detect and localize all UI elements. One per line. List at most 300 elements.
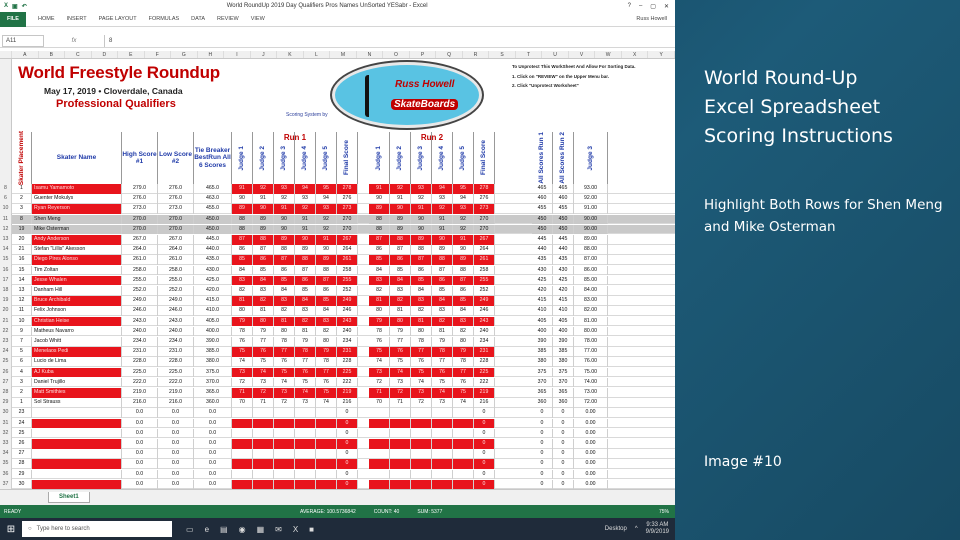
high-score-cell[interactable]: 246.0: [122, 306, 158, 316]
low-score-cell[interactable]: 0.0: [158, 459, 194, 469]
run2-score-cell[interactable]: [369, 439, 390, 449]
run2-score-cell[interactable]: 222: [474, 378, 495, 388]
run2-score-cell[interactable]: 88: [369, 215, 390, 225]
run2-score-cell[interactable]: 87: [432, 266, 453, 276]
column-header[interactable]: K: [277, 51, 304, 58]
skater-name-cell[interactable]: Matt Smithies: [32, 388, 122, 398]
undo-icon[interactable]: ↶: [21, 3, 27, 10]
run2-score-cell[interactable]: [390, 408, 411, 418]
column-header[interactable]: B: [39, 51, 66, 58]
column-header[interactable]: X: [622, 51, 649, 58]
run2-score-cell[interactable]: [453, 459, 474, 469]
high-score-cell[interactable]: 225.0: [122, 368, 158, 378]
run2-score-cell[interactable]: 240: [474, 327, 495, 337]
run1-score-cell[interactable]: 75: [316, 388, 337, 398]
high-score-cell[interactable]: 0.0: [122, 480, 158, 490]
row-number[interactable]: 21: [0, 317, 12, 327]
column-header[interactable]: D: [92, 51, 119, 58]
run1-score-cell[interactable]: [253, 459, 274, 469]
all-run2-cell[interactable]: 0: [553, 459, 574, 469]
row-number[interactable]: 26: [0, 368, 12, 378]
tie-breaker-cell[interactable]: 0.0: [194, 408, 232, 418]
run2-score-cell[interactable]: 83: [432, 306, 453, 316]
run1-score-cell[interactable]: 83: [232, 276, 253, 286]
run2-score-cell[interactable]: [411, 429, 432, 439]
windows-start-icon[interactable]: ⊞: [6, 523, 16, 535]
taskbar-search[interactable]: [22, 521, 172, 537]
low-score-cell[interactable]: 216.0: [158, 398, 194, 408]
all-run2-cell[interactable]: 420: [553, 286, 574, 296]
run1-score-cell[interactable]: 243: [337, 317, 358, 327]
run2-score-cell[interactable]: 76: [411, 357, 432, 367]
run1-score-cell[interactable]: 85: [316, 296, 337, 306]
run1-score-cell[interactable]: 84: [232, 266, 253, 276]
task-view-icon[interactable]: ▭: [186, 524, 194, 534]
run2-score-cell[interactable]: 93: [432, 194, 453, 204]
run1-score-cell[interactable]: 76: [253, 347, 274, 357]
run1-score-cell[interactable]: [274, 470, 295, 480]
tie-breaker-cell[interactable]: 0.0: [194, 429, 232, 439]
run2-score-cell[interactable]: 270: [474, 215, 495, 225]
run2-score-cell[interactable]: [369, 470, 390, 480]
low-score-cell[interactable]: 0.0: [158, 429, 194, 439]
run2-score-cell[interactable]: 264: [474, 245, 495, 255]
run2-score-cell[interactable]: 74: [411, 378, 432, 388]
low-score-cell[interactable]: 264.0: [158, 245, 194, 255]
run1-score-cell[interactable]: 252: [337, 286, 358, 296]
ribbon-tab[interactable]: FORMULAS: [148, 16, 180, 22]
run2-score-cell[interactable]: 81: [432, 327, 453, 337]
tie-breaker-cell[interactable]: 0.0: [194, 480, 232, 490]
table-row[interactable]: [0, 235, 675, 245]
column-header[interactable]: F: [145, 51, 172, 58]
ribbon-tab[interactable]: DATA: [191, 16, 206, 22]
skater-name-cell[interactable]: Christian Heise: [32, 317, 122, 327]
run1-score-cell[interactable]: 246: [337, 306, 358, 316]
placement-cell[interactable]: 13: [12, 286, 32, 296]
judge3-cell[interactable]: 78.00: [574, 337, 608, 347]
run2-score-cell[interactable]: 82: [432, 317, 453, 327]
run2-score-cell[interactable]: 0: [474, 419, 495, 429]
run1-score-cell[interactable]: 81: [295, 327, 316, 337]
table-row[interactable]: [0, 459, 675, 469]
formula-input[interactable]: 8: [104, 35, 675, 47]
run1-score-cell[interactable]: 82: [274, 306, 295, 316]
column-header[interactable]: J: [251, 51, 278, 58]
placement-cell[interactable]: 2: [12, 388, 32, 398]
run2-score-cell[interactable]: 76: [432, 368, 453, 378]
save-icon[interactable]: ▣: [12, 3, 18, 10]
high-score-cell[interactable]: 234.0: [122, 337, 158, 347]
tie-breaker-cell[interactable]: 455.0: [194, 204, 232, 214]
all-run2-cell[interactable]: 370: [553, 378, 574, 388]
skater-name-cell[interactable]: Danham Hill: [32, 286, 122, 296]
skater-name-cell[interactable]: [32, 459, 122, 469]
name-box[interactable]: A11: [2, 35, 44, 47]
run1-score-cell[interactable]: [274, 429, 295, 439]
judge3-cell[interactable]: 90.00: [574, 215, 608, 225]
fx-icon[interactable]: fx: [71, 37, 77, 44]
run2-score-cell[interactable]: 81: [369, 296, 390, 306]
placement-cell[interactable]: 29: [12, 470, 32, 480]
column-header[interactable]: U: [542, 51, 569, 58]
run1-score-cell[interactable]: 89: [232, 204, 253, 214]
run1-score-cell[interactable]: 93: [274, 184, 295, 194]
run1-score-cell[interactable]: [316, 419, 337, 429]
run2-score-cell[interactable]: 87: [453, 276, 474, 286]
table-row[interactable]: [0, 470, 675, 480]
run1-score-cell[interactable]: 86: [316, 286, 337, 296]
table-row[interactable]: [0, 337, 675, 347]
run2-score-cell[interactable]: 92: [453, 215, 474, 225]
row-number[interactable]: 16: [0, 266, 12, 276]
skater-name-cell[interactable]: Sol Strauss: [32, 398, 122, 408]
placement-cell[interactable]: 14: [12, 276, 32, 286]
run1-score-cell[interactable]: [253, 439, 274, 449]
run2-score-cell[interactable]: 91: [390, 194, 411, 204]
run1-score-cell[interactable]: 89: [253, 215, 274, 225]
tie-breaker-cell[interactable]: 385.0: [194, 347, 232, 357]
run1-score-cell[interactable]: 89: [316, 255, 337, 265]
tie-breaker-cell[interactable]: 0.0: [194, 449, 232, 459]
run1-score-cell[interactable]: 92: [253, 184, 274, 194]
all-run1-cell[interactable]: 405: [532, 317, 553, 327]
row-number[interactable]: 20: [0, 306, 12, 316]
file-tab[interactable]: FILE: [0, 12, 26, 27]
all-run1-cell[interactable]: 0: [532, 449, 553, 459]
run1-score-cell[interactable]: 0: [337, 470, 358, 480]
run1-score-cell[interactable]: [316, 449, 337, 459]
judge3-cell[interactable]: 73.00: [574, 388, 608, 398]
table-row[interactable]: [0, 408, 675, 418]
all-run1-cell[interactable]: 425: [532, 276, 553, 286]
column-header[interactable]: E: [118, 51, 145, 58]
run1-score-cell[interactable]: 0: [337, 408, 358, 418]
run1-score-cell[interactable]: [253, 429, 274, 439]
tie-breaker-cell[interactable]: 380.0: [194, 357, 232, 367]
row-number[interactable]: 18: [0, 286, 12, 296]
run2-score-cell[interactable]: 85: [369, 255, 390, 265]
run2-score-cell[interactable]: [411, 408, 432, 418]
low-score-cell[interactable]: 255.0: [158, 276, 194, 286]
judge3-cell[interactable]: 80.00: [574, 327, 608, 337]
run1-score-cell[interactable]: [232, 429, 253, 439]
desktop-label[interactable]: Desktop: [604, 526, 627, 532]
run2-score-cell[interactable]: 0: [474, 480, 495, 490]
run1-score-cell[interactable]: 74: [232, 357, 253, 367]
placement-cell[interactable]: 8: [12, 215, 32, 225]
run2-score-cell[interactable]: 92: [432, 204, 453, 214]
column-header[interactable]: P: [410, 51, 437, 58]
tie-breaker-cell[interactable]: 430.0: [194, 266, 232, 276]
run1-score-cell[interactable]: 90: [274, 225, 295, 235]
run1-score-cell[interactable]: [274, 419, 295, 429]
run2-score-cell[interactable]: 0: [474, 459, 495, 469]
column-header[interactable]: V: [569, 51, 596, 58]
excel-taskbar-icon[interactable]: X: [292, 524, 299, 534]
run2-score-cell[interactable]: 86: [369, 245, 390, 255]
high-score-cell[interactable]: 273.0: [122, 204, 158, 214]
table-row[interactable]: [0, 449, 675, 459]
placement-cell[interactable]: 2: [12, 194, 32, 204]
all-run1-cell[interactable]: 450: [532, 215, 553, 225]
row-number[interactable]: 32: [0, 429, 12, 439]
run1-score-cell[interactable]: 91: [316, 235, 337, 245]
placement-cell[interactable]: 11: [12, 306, 32, 316]
ribbon-tab[interactable]: INSERT: [66, 16, 87, 22]
run2-score-cell[interactable]: 0: [474, 429, 495, 439]
row-number[interactable]: 28: [0, 388, 12, 398]
run1-score-cell[interactable]: 0: [337, 439, 358, 449]
run1-score-cell[interactable]: 71: [232, 388, 253, 398]
run2-score-cell[interactable]: 258: [474, 266, 495, 276]
run2-score-cell[interactable]: 77: [390, 337, 411, 347]
placement-cell[interactable]: 6: [12, 357, 32, 367]
table-row[interactable]: [0, 255, 675, 265]
all-run1-cell[interactable]: 365: [532, 388, 553, 398]
judge3-cell[interactable]: 93.00: [574, 184, 608, 194]
run2-score-cell[interactable]: [432, 449, 453, 459]
tie-breaker-cell[interactable]: 0.0: [194, 419, 232, 429]
row-number[interactable]: 29: [0, 398, 12, 408]
run2-score-cell[interactable]: 0: [474, 439, 495, 449]
run1-score-cell[interactable]: 91: [253, 194, 274, 204]
table-row[interactable]: [0, 296, 675, 306]
run1-score-cell[interactable]: 94: [316, 194, 337, 204]
excel-icon[interactable]: X: [4, 2, 9, 9]
high-score-cell[interactable]: 270.0: [122, 225, 158, 235]
all-run1-cell[interactable]: 385: [532, 347, 553, 357]
run1-score-cell[interactable]: 91: [274, 204, 295, 214]
all-run1-cell[interactable]: 420: [532, 286, 553, 296]
all-run1-cell[interactable]: 0: [532, 480, 553, 490]
sheet-tab[interactable]: Sheet1: [48, 492, 90, 503]
run1-score-cell[interactable]: 219: [337, 388, 358, 398]
run1-score-cell[interactable]: 92: [316, 225, 337, 235]
tie-breaker-cell[interactable]: 400.0: [194, 327, 232, 337]
row-number[interactable]: 6: [0, 194, 12, 204]
run1-score-cell[interactable]: 95: [316, 184, 337, 194]
run1-score-cell[interactable]: 89: [295, 245, 316, 255]
run1-score-cell[interactable]: [274, 449, 295, 459]
run2-score-cell[interactable]: 85: [453, 296, 474, 306]
run1-score-cell[interactable]: 74: [295, 388, 316, 398]
run2-score-cell[interactable]: 246: [474, 306, 495, 316]
run2-score-cell[interactable]: 82: [411, 306, 432, 316]
skater-name-cell[interactable]: Tim Zoltan: [32, 266, 122, 276]
all-run1-cell[interactable]: 450: [532, 225, 553, 235]
placement-cell[interactable]: 1: [12, 184, 32, 194]
judge3-cell[interactable]: 87.00: [574, 255, 608, 265]
column-header[interactable]: A: [12, 51, 39, 58]
run1-score-cell[interactable]: 270: [337, 225, 358, 235]
low-score-cell[interactable]: 219.0: [158, 388, 194, 398]
run2-score-cell[interactable]: 89: [390, 215, 411, 225]
placement-cell[interactable]: 21: [12, 245, 32, 255]
run1-score-cell[interactable]: 88: [232, 225, 253, 235]
run2-score-cell[interactable]: 87: [369, 235, 390, 245]
judge3-cell[interactable]: 0.00: [574, 419, 608, 429]
run1-score-cell[interactable]: 86: [232, 245, 253, 255]
all-run2-cell[interactable]: 405: [553, 317, 574, 327]
run1-score-cell[interactable]: 0: [337, 429, 358, 439]
skater-name-cell[interactable]: [32, 449, 122, 459]
skater-name-cell[interactable]: AJ Kuba: [32, 368, 122, 378]
run2-score-cell[interactable]: 73: [411, 388, 432, 398]
run2-score-cell[interactable]: 72: [411, 398, 432, 408]
run2-score-cell[interactable]: 80: [411, 327, 432, 337]
run1-score-cell[interactable]: 93: [316, 204, 337, 214]
run2-score-cell[interactable]: 84: [411, 286, 432, 296]
run1-score-cell[interactable]: [316, 459, 337, 469]
all-run2-cell[interactable]: 465: [553, 184, 574, 194]
run1-score-cell[interactable]: 249: [337, 296, 358, 306]
run2-score-cell[interactable]: 74: [453, 398, 474, 408]
run1-score-cell[interactable]: 0: [337, 449, 358, 459]
column-header[interactable]: M: [330, 51, 357, 58]
run1-score-cell[interactable]: 85: [253, 266, 274, 276]
table-row[interactable]: [0, 194, 675, 204]
all-run2-cell[interactable]: 445: [553, 235, 574, 245]
run1-score-cell[interactable]: 0: [337, 459, 358, 469]
run1-score-cell[interactable]: 80: [253, 317, 274, 327]
row-number[interactable]: 37: [0, 480, 12, 490]
run2-score-cell[interactable]: 87: [390, 245, 411, 255]
table-row[interactable]: [0, 357, 675, 367]
run2-score-cell[interactable]: 90: [411, 215, 432, 225]
run2-score-cell[interactable]: 92: [453, 225, 474, 235]
column-header[interactable]: N: [357, 51, 384, 58]
run2-score-cell[interactable]: 79: [369, 317, 390, 327]
run2-score-cell[interactable]: 252: [474, 286, 495, 296]
run1-score-cell[interactable]: 77: [274, 347, 295, 357]
run2-score-cell[interactable]: 73: [390, 378, 411, 388]
low-score-cell[interactable]: 0.0: [158, 480, 194, 490]
run1-score-cell[interactable]: 216: [337, 398, 358, 408]
high-score-cell[interactable]: 264.0: [122, 245, 158, 255]
run1-score-cell[interactable]: [316, 439, 337, 449]
all-run2-cell[interactable]: 385: [553, 347, 574, 357]
run2-score-cell[interactable]: 85: [432, 286, 453, 296]
table-row[interactable]: [0, 276, 675, 286]
all-run2-cell[interactable]: 440: [553, 245, 574, 255]
row-number[interactable]: 19: [0, 296, 12, 306]
run1-score-cell[interactable]: 85: [232, 255, 253, 265]
run1-score-cell[interactable]: 78: [316, 357, 337, 367]
run1-score-cell[interactable]: 90: [253, 204, 274, 214]
high-score-cell[interactable]: 222.0: [122, 378, 158, 388]
run2-score-cell[interactable]: 91: [411, 204, 432, 214]
run1-score-cell[interactable]: 90: [232, 194, 253, 204]
judge3-cell[interactable]: 0.00: [574, 449, 608, 459]
run1-score-cell[interactable]: 234: [337, 337, 358, 347]
placement-cell[interactable]: 25: [12, 429, 32, 439]
mail-icon[interactable]: ✉: [275, 524, 282, 534]
high-score-cell[interactable]: 0.0: [122, 470, 158, 480]
all-run1-cell[interactable]: 415: [532, 296, 553, 306]
run1-score-cell[interactable]: [253, 408, 274, 418]
run1-score-cell[interactable]: 276: [337, 194, 358, 204]
low-score-cell[interactable]: 0.0: [158, 449, 194, 459]
all-run1-cell[interactable]: 0: [532, 429, 553, 439]
run2-score-cell[interactable]: 94: [432, 184, 453, 194]
column-header[interactable]: L: [304, 51, 331, 58]
all-run1-cell[interactable]: 400: [532, 327, 553, 337]
row-number[interactable]: 17: [0, 276, 12, 286]
run2-score-cell[interactable]: 86: [390, 255, 411, 265]
run1-score-cell[interactable]: 88: [253, 235, 274, 245]
run2-score-cell[interactable]: [390, 429, 411, 439]
table-row[interactable]: [0, 215, 675, 225]
judge3-cell[interactable]: 84.00: [574, 286, 608, 296]
help-icon[interactable]: ?: [627, 2, 631, 9]
run1-score-cell[interactable]: 89: [274, 235, 295, 245]
run1-score-cell[interactable]: 73: [253, 378, 274, 388]
run1-score-cell[interactable]: 73: [232, 368, 253, 378]
run1-score-cell[interactable]: [232, 439, 253, 449]
low-score-cell[interactable]: 273.0: [158, 204, 194, 214]
run2-score-cell[interactable]: [369, 419, 390, 429]
ribbon-tab[interactable]: VIEW: [250, 16, 265, 22]
tie-breaker-cell[interactable]: 465.0: [194, 184, 232, 194]
window-controls[interactable]: [628, 3, 675, 10]
placement-cell[interactable]: 23: [12, 408, 32, 418]
run1-score-cell[interactable]: 88: [232, 215, 253, 225]
run1-score-cell[interactable]: 73: [295, 398, 316, 408]
tie-breaker-cell[interactable]: 425.0: [194, 276, 232, 286]
row-number[interactable]: 30: [0, 408, 12, 418]
placement-cell[interactable]: 24: [12, 419, 32, 429]
store-icon[interactable]: ▦: [256, 524, 265, 534]
run2-score-cell[interactable]: 79: [390, 327, 411, 337]
all-run2-cell[interactable]: 0: [553, 470, 574, 480]
high-score-cell[interactable]: 252.0: [122, 286, 158, 296]
run1-score-cell[interactable]: 92: [274, 194, 295, 204]
run2-score-cell[interactable]: 84: [369, 266, 390, 276]
run1-score-cell[interactable]: 240: [337, 327, 358, 337]
quick-access-toolbar[interactable]: [0, 3, 27, 10]
run1-score-cell[interactable]: 0: [337, 480, 358, 490]
high-score-cell[interactable]: 0.0: [122, 408, 158, 418]
run2-score-cell[interactable]: [453, 470, 474, 480]
run2-score-cell[interactable]: [432, 408, 453, 418]
run2-score-cell[interactable]: 82: [390, 296, 411, 306]
run2-score-cell[interactable]: [453, 408, 474, 418]
tie-breaker-cell[interactable]: 360.0: [194, 398, 232, 408]
run1-score-cell[interactable]: 72: [232, 378, 253, 388]
run2-score-cell[interactable]: [432, 429, 453, 439]
run2-score-cell[interactable]: 89: [369, 204, 390, 214]
run2-score-cell[interactable]: 243: [474, 317, 495, 327]
run1-score-cell[interactable]: 90: [316, 245, 337, 255]
run1-score-cell[interactable]: [274, 459, 295, 469]
run2-score-cell[interactable]: 80: [453, 337, 474, 347]
table-row[interactable]: [0, 204, 675, 214]
run2-score-cell[interactable]: 90: [411, 225, 432, 235]
run1-score-cell[interactable]: 74: [253, 368, 274, 378]
run1-score-cell[interactable]: [316, 429, 337, 439]
run2-score-cell[interactable]: 93: [453, 204, 474, 214]
all-run2-cell[interactable]: 360: [553, 398, 574, 408]
minimize-icon[interactable]: –: [638, 2, 643, 9]
skater-name-cell[interactable]: Daniel Trujillo: [32, 378, 122, 388]
judge3-cell[interactable]: 75.00: [574, 368, 608, 378]
run1-score-cell[interactable]: 76: [295, 368, 316, 378]
run2-score-cell[interactable]: 75: [369, 347, 390, 357]
high-score-cell[interactable]: 0.0: [122, 449, 158, 459]
row-number[interactable]: 22: [0, 327, 12, 337]
placement-cell[interactable]: 5: [12, 347, 32, 357]
